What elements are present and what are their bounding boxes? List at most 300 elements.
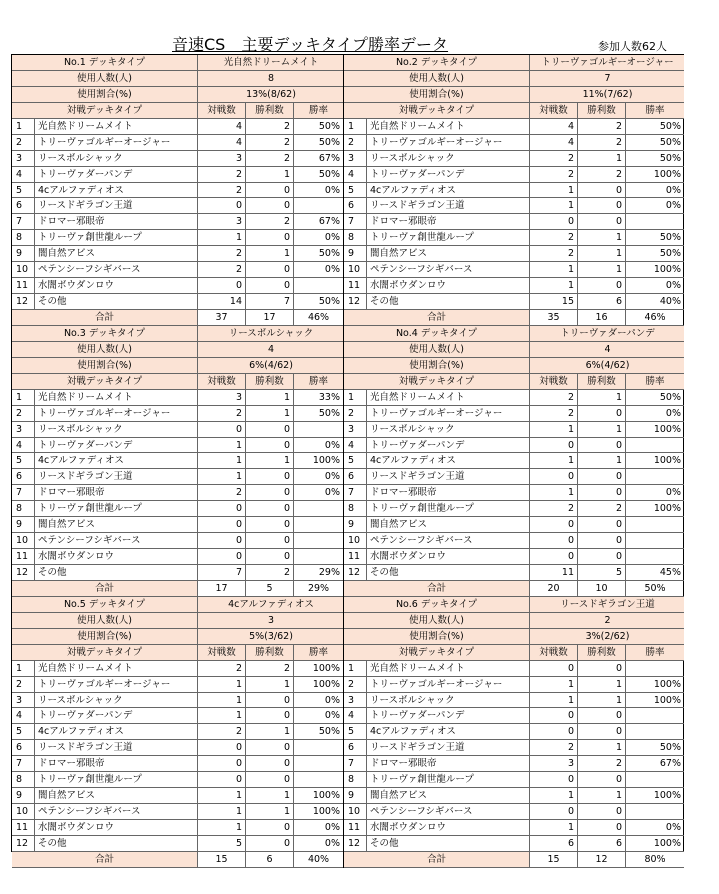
opponent-name: ドロマー邪眼帝: [34, 214, 197, 229]
battles-cell: 1: [197, 820, 245, 835]
battles-cell: 5: [197, 836, 245, 851]
rate-cell: [625, 469, 684, 484]
opponent-name: ペテンシーフシギバース: [34, 262, 197, 277]
total-wins: 17: [245, 310, 293, 325]
opponent-name: 光自然ドリームメイト: [34, 661, 197, 676]
wins-header: 勝利数: [577, 103, 625, 118]
wins-cell: 2: [577, 756, 625, 771]
battles-cell: 0: [197, 740, 245, 755]
battles-cell: 1: [197, 469, 245, 484]
battles-cell: 1: [529, 453, 577, 468]
battles-cell: 2: [529, 246, 577, 261]
battles-cell: 2: [197, 724, 245, 739]
battles-cell: 0: [529, 533, 577, 548]
table-row: [12, 836, 343, 852]
wins-header: 勝利数: [577, 645, 625, 660]
table-row: [12, 438, 343, 454]
table-row: [344, 533, 684, 549]
rate-cell: 100%: [625, 693, 684, 708]
wins-cell: 0: [245, 517, 293, 532]
wins-cell: 6: [577, 836, 625, 851]
wins-header: 勝利数: [245, 103, 293, 118]
rate-cell: 67%: [293, 151, 343, 166]
opponent-name: リースボルシャック: [34, 693, 197, 708]
opponent-name: リースドギラゴン王道: [34, 198, 197, 213]
table-row: [344, 278, 684, 294]
rate-cell: 50%: [293, 135, 343, 150]
deck-name: リースボルシャック: [197, 326, 343, 341]
row-number: 9: [348, 248, 355, 260]
wins-cell: 0: [577, 517, 625, 532]
rate-cell: [293, 740, 343, 755]
battles-cell: 2: [529, 390, 577, 405]
table-row: [344, 183, 684, 199]
page-title: 音速CS 主要デッキタイプ勝率データ: [172, 35, 449, 54]
rate-cell: 50%: [625, 151, 684, 166]
opponent-name: トリーヴァ創世龍ループ: [366, 772, 529, 787]
share-row: [344, 358, 684, 374]
deck-header-row: [344, 597, 684, 613]
wins-cell: 0: [245, 278, 293, 293]
table-row: [12, 119, 343, 135]
rate-cell: 0%: [625, 183, 684, 198]
right-column: [343, 55, 684, 868]
total-wins: 5: [245, 581, 293, 596]
battles-cell: 0: [529, 214, 577, 229]
battles-cell: 0: [529, 517, 577, 532]
wins-cell: 0: [577, 485, 625, 500]
battles-cell: 2: [197, 246, 245, 261]
wins-cell: 1: [577, 693, 625, 708]
wins-cell: 2: [245, 119, 293, 134]
opponent-name: 光自然ドリームメイト: [366, 661, 529, 676]
table-row: [344, 517, 684, 533]
battles-cell: 0: [197, 517, 245, 532]
rate-cell: [625, 438, 684, 453]
row-number: 6: [16, 742, 23, 754]
left-column: [12, 55, 343, 868]
battles-cell: 11: [529, 565, 577, 580]
wins-cell: 0: [245, 198, 293, 213]
users-label: 使用人数(人): [77, 72, 132, 84]
row-number: 11: [16, 280, 29, 292]
wins-cell: 1: [577, 788, 625, 803]
battles-cell: 1: [197, 708, 245, 723]
total-wins: 16: [577, 310, 625, 325]
table-row: [12, 772, 343, 788]
battles-cell: 2: [529, 740, 577, 755]
rate-cell: 50%: [625, 119, 684, 134]
battles-cell: 1: [529, 262, 577, 277]
battles-header: 対戦数: [529, 645, 577, 660]
share-row: [12, 358, 343, 374]
wins-header: 勝利数: [245, 374, 293, 389]
rate-cell: 100%: [625, 501, 684, 516]
rate-cell: 100%: [625, 262, 684, 277]
battles-cell: 1: [529, 278, 577, 293]
share-label: 使用割合(%): [77, 359, 132, 371]
wins-cell: 1: [577, 390, 625, 405]
wins-cell: 0: [245, 772, 293, 787]
table-row: [344, 167, 684, 183]
row-number: 7: [16, 216, 23, 228]
row-number: 9: [16, 790, 23, 802]
total-row: [12, 581, 343, 597]
opponent-name: 水闇ボウダンロウ: [34, 820, 197, 835]
opponent-name: トリーヴァゴルギーオージャー: [34, 406, 197, 421]
wins-cell: 6: [577, 294, 625, 309]
deck-header-row: [344, 326, 684, 342]
wins-cell: 0: [577, 198, 625, 213]
battles-cell: 6: [529, 836, 577, 851]
row-number: 2: [16, 678, 23, 690]
wins-cell: 1: [245, 677, 293, 692]
total-row: [344, 581, 684, 597]
deck-block: [344, 326, 684, 597]
rate-cell: 50%: [625, 135, 684, 150]
wins-cell: 0: [577, 214, 625, 229]
users-row: [12, 613, 343, 629]
rate-cell: [625, 772, 684, 787]
battles-cell: 7: [197, 565, 245, 580]
wins-cell: 2: [245, 661, 293, 676]
row-number: 1: [16, 391, 23, 403]
row-number: 2: [16, 136, 23, 148]
wins-cell: 0: [245, 756, 293, 771]
table-row: [12, 804, 343, 820]
table-row: [12, 708, 343, 724]
table-row: [12, 262, 343, 278]
wins-cell: 1: [245, 406, 293, 421]
row-number: 10: [16, 535, 29, 547]
opponent-name: トリーヴァダーパンデ: [366, 167, 529, 182]
rate-cell: [293, 278, 343, 293]
row-number: 4: [16, 710, 23, 722]
row-number: 10: [16, 264, 29, 276]
table-row: [344, 390, 684, 406]
opponent-name: リースドギラゴン王道: [366, 469, 529, 484]
total-battles: 35: [529, 310, 577, 325]
wins-cell: 0: [245, 485, 293, 500]
wins-cell: 0: [245, 469, 293, 484]
table-row: [344, 549, 684, 565]
total-rate: 46%: [293, 310, 343, 325]
rate-cell: 50%: [625, 740, 684, 755]
row-number: 4: [348, 439, 355, 451]
rate-cell: 50%: [293, 724, 343, 739]
row-number: 5: [16, 455, 23, 467]
battles-header: 対戦数: [529, 374, 577, 389]
opponent-name: トリーヴァダーパンデ: [366, 708, 529, 723]
opponent-name: ペテンシーフシギバース: [366, 804, 529, 819]
wins-cell: 0: [245, 533, 293, 548]
row-number: 2: [16, 407, 23, 419]
row-number: 11: [348, 280, 361, 292]
opponent-name: リースドギラゴン王道: [34, 740, 197, 755]
battles-cell: 0: [197, 198, 245, 213]
table-row: [344, 708, 684, 724]
total-wins: 6: [245, 852, 293, 867]
wins-cell: 0: [577, 406, 625, 421]
table-row: [344, 724, 684, 740]
row-number: 9: [16, 248, 23, 260]
total-rate: 40%: [293, 852, 343, 867]
battles-cell: 0: [197, 501, 245, 516]
table-row: [12, 278, 343, 294]
share-value: 11%(7/62): [529, 87, 684, 102]
deck-block: [12, 597, 343, 868]
row-number: 9: [16, 519, 23, 531]
total-battles: 20: [529, 581, 577, 596]
opponent-name: 水闇ボウダンロウ: [366, 278, 529, 293]
opponent-name: リースボルシャック: [34, 151, 197, 166]
rate-cell: [293, 422, 343, 437]
column-header-row: [12, 374, 343, 390]
opponent-name: 闇自然アビス: [366, 517, 529, 532]
share-value: 3%(2/62): [529, 629, 684, 644]
rate-cell: 50%: [293, 294, 343, 309]
row-number: 5: [348, 455, 355, 467]
users-value: 2: [529, 613, 684, 628]
rate-header: 勝率: [293, 374, 343, 389]
wins-cell: 1: [577, 151, 625, 166]
table-row: [12, 453, 343, 469]
wins-cell: 2: [245, 214, 293, 229]
battles-cell: 1: [529, 183, 577, 198]
opponent-name: 4cアルファディオス: [366, 453, 529, 468]
opponent-name: 4cアルファディオス: [34, 183, 197, 198]
battles-cell: 0: [529, 708, 577, 723]
users-label: 使用人数(人): [409, 614, 464, 626]
rate-cell: 50%: [625, 230, 684, 245]
rate-cell: 0%: [293, 438, 343, 453]
rate-cell: 0%: [625, 485, 684, 500]
users-value: 4: [529, 342, 684, 357]
opponent-name: 闇自然アビス: [366, 788, 529, 803]
wins-cell: 0: [577, 661, 625, 676]
table-row: [344, 135, 684, 151]
rate-cell: 0%: [625, 820, 684, 835]
table-row: [344, 151, 684, 167]
total-rate: 50%: [625, 581, 684, 596]
table-row: [344, 772, 684, 788]
rate-cell: 50%: [293, 167, 343, 182]
battles-cell: 0: [529, 724, 577, 739]
battles-cell: 1: [197, 230, 245, 245]
opponent-name: その他: [366, 294, 529, 309]
opponent-name: トリーヴァゴルギーオージャー: [366, 406, 529, 421]
deck-name: トリーヴァゴルギーオージャー: [529, 55, 684, 70]
wins-cell: 2: [577, 119, 625, 134]
table-row: [344, 406, 684, 422]
wins-cell: 1: [245, 724, 293, 739]
column-header-row: [344, 103, 684, 119]
opponent-name: ペテンシーフシギバース: [366, 533, 529, 548]
table-row: [12, 549, 343, 565]
wins-cell: 1: [577, 230, 625, 245]
row-number: 2: [348, 678, 355, 690]
wins-cell: 0: [245, 549, 293, 564]
wins-cell: 1: [577, 246, 625, 261]
opponent-name: トリーヴァゴルギーオージャー: [34, 135, 197, 150]
users-value: 7: [529, 71, 684, 86]
wins-cell: 0: [245, 422, 293, 437]
table-row: [12, 740, 343, 756]
deck-rank: No.5 デッキタイプ: [63, 598, 146, 610]
battles-cell: 0: [529, 772, 577, 787]
total-rate: 29%: [293, 581, 343, 596]
rate-cell: 0%: [293, 820, 343, 835]
row-number: 4: [16, 168, 23, 180]
table-row: [12, 167, 343, 183]
wins-cell: 2: [245, 565, 293, 580]
total-wins: 12: [577, 852, 625, 867]
table-row: [12, 294, 343, 310]
total-label: 合計: [344, 581, 529, 596]
battles-cell: 2: [197, 183, 245, 198]
row-number: 9: [348, 790, 355, 802]
wins-cell: 0: [577, 549, 625, 564]
rate-cell: 50%: [293, 246, 343, 261]
total-battles: 17: [197, 581, 245, 596]
total-row: [12, 310, 343, 326]
row-number: 10: [348, 806, 361, 818]
participant-count: 参加人数62人: [598, 40, 667, 53]
battles-cell: 1: [197, 438, 245, 453]
total-battles: 15: [197, 852, 245, 867]
battles-cell: 15: [529, 294, 577, 309]
rate-cell: [625, 214, 684, 229]
rate-cell: 100%: [625, 453, 684, 468]
opponent-name: リースドギラゴン王道: [366, 198, 529, 213]
table-row: [344, 453, 684, 469]
opponent-name: ドロマー邪眼帝: [34, 756, 197, 771]
rate-cell: 33%: [293, 390, 343, 405]
table-row: [344, 756, 684, 772]
row-number: 7: [16, 758, 23, 770]
share-label: 使用割合(%): [77, 88, 132, 100]
deck-name: 光自然ドリームメイト: [197, 55, 343, 70]
opponent-name: ドロマー邪眼帝: [366, 485, 529, 500]
opponent-name: トリーヴァ創世龍ループ: [366, 230, 529, 245]
table-row: [344, 294, 684, 310]
rate-header: 勝率: [293, 103, 343, 118]
opponent-name: 水闇ボウダンロウ: [34, 549, 197, 564]
rate-cell: [625, 517, 684, 532]
wins-cell: 2: [577, 167, 625, 182]
rate-cell: 100%: [625, 836, 684, 851]
row-number: 3: [348, 694, 355, 706]
rate-cell: 50%: [293, 406, 343, 421]
deck-name: リースドギラゴン王道: [529, 597, 684, 612]
rate-cell: [293, 198, 343, 213]
row-number: 12: [16, 567, 29, 578]
rate-cell: [293, 772, 343, 787]
opponent-name: 光自然ドリームメイト: [366, 390, 529, 405]
battles-cell: 0: [197, 756, 245, 771]
column-header-row: [344, 374, 684, 390]
battles-cell: 4: [197, 119, 245, 134]
row-number: 7: [348, 216, 355, 228]
users-row: [344, 342, 684, 358]
deck-header-row: [12, 326, 343, 342]
wins-cell: 0: [577, 183, 625, 198]
table-row: [344, 804, 684, 820]
battles-cell: 3: [197, 214, 245, 229]
rate-cell: 100%: [293, 453, 343, 468]
rate-cell: 0%: [293, 183, 343, 198]
opponent-name: 光自然ドリームメイト: [366, 119, 529, 134]
opponent-name: 闇自然アビス: [34, 788, 197, 803]
row-number: 1: [348, 120, 355, 132]
opponent-header: 対戦デッキタイプ: [398, 375, 475, 387]
row-number: 6: [348, 742, 355, 754]
battles-cell: 0: [197, 278, 245, 293]
row-number: 10: [348, 264, 361, 276]
opponent-name: 光自然ドリームメイト: [34, 390, 197, 405]
rate-cell: [293, 549, 343, 564]
total-wins: 10: [577, 581, 625, 596]
battles-cell: 1: [197, 677, 245, 692]
rate-cell: 29%: [293, 565, 343, 580]
wins-cell: 1: [577, 740, 625, 755]
opponent-name: リースドギラゴン王道: [34, 469, 197, 484]
wins-cell: 1: [245, 167, 293, 182]
battles-cell: 3: [197, 390, 245, 405]
table-row: [12, 565, 343, 581]
battles-cell: 1: [197, 804, 245, 819]
deck-name: トリーヴァダーパンデ: [529, 326, 684, 341]
table-row: [344, 119, 684, 135]
battles-cell: 1: [529, 788, 577, 803]
opponent-name: ドロマー邪眼帝: [366, 756, 529, 771]
opponent-name: 4cアルファディオス: [34, 453, 197, 468]
row-number: 12: [348, 837, 361, 849]
battles-cell: 1: [529, 820, 577, 835]
deck-rank: No.3 デッキタイプ: [63, 327, 146, 339]
rate-cell: 100%: [625, 788, 684, 803]
row-number: 2: [348, 136, 355, 148]
total-rate: 46%: [625, 310, 684, 325]
table-row: [344, 820, 684, 836]
opponent-name: 水闇ボウダンロウ: [34, 278, 197, 293]
battles-cell: 1: [529, 422, 577, 437]
battles-cell: 2: [529, 151, 577, 166]
battles-header: 対戦数: [197, 645, 245, 660]
table-row: [12, 677, 343, 693]
row-number: 12: [348, 567, 361, 578]
opponent-name: 闇自然アビス: [366, 246, 529, 261]
share-value: 6%(4/62): [197, 358, 343, 373]
wins-cell: 0: [577, 438, 625, 453]
wins-header: 勝利数: [245, 645, 293, 660]
wins-cell: 2: [245, 135, 293, 150]
rate-cell: [625, 708, 684, 723]
table-row: [12, 756, 343, 772]
wins-cell: 5: [577, 565, 625, 580]
row-number: 1: [348, 662, 355, 674]
wins-cell: 0: [245, 230, 293, 245]
row-number: 3: [16, 694, 23, 706]
row-number: 4: [348, 710, 355, 722]
opponent-name: トリーヴァダーパンデ: [34, 708, 197, 723]
deck-block: [344, 55, 684, 326]
wins-cell: 0: [577, 820, 625, 835]
wins-cell: 0: [245, 708, 293, 723]
opponent-header: 対戦デッキタイプ: [398, 646, 475, 658]
wins-cell: 7: [245, 294, 293, 309]
battles-cell: 1: [529, 677, 577, 692]
